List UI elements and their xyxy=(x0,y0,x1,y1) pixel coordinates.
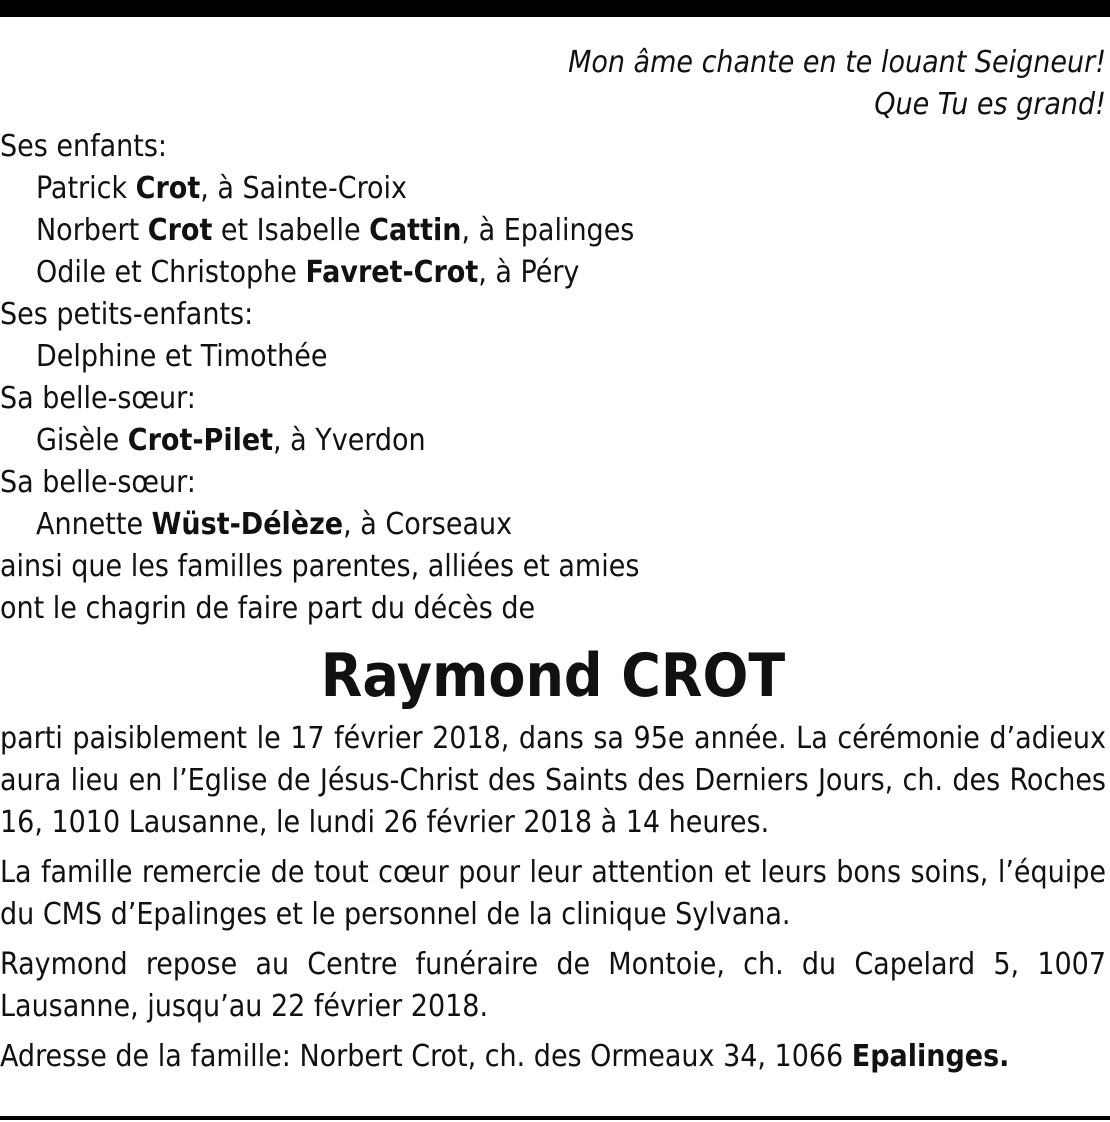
place: , à Péry xyxy=(478,255,580,290)
first-name: Odile et Christophe xyxy=(36,255,306,290)
surname: Crot-Pilet xyxy=(127,423,274,458)
deceased-name: Raymond CROT xyxy=(320,641,786,711)
families-line: ainsi que les familles parentes, alliées et amies xyxy=(0,549,640,584)
motto-line-2: Que Tu es grand! xyxy=(874,87,1106,122)
family-address xyxy=(0,1036,1106,1078)
surname: Crot xyxy=(147,213,213,248)
child-entry xyxy=(0,252,1106,294)
motto xyxy=(0,42,1106,126)
surname: Favret-Crot xyxy=(305,255,479,290)
first-name: Annette xyxy=(36,507,152,542)
surname: Wüst-Délèze xyxy=(151,507,344,542)
sister-in-law-entry xyxy=(0,420,1106,462)
grandchildren-heading: Ses petits-enfants: xyxy=(0,297,254,332)
first-name: Gisèle xyxy=(36,423,128,458)
partner-first-name: et Isabelle xyxy=(212,213,370,248)
thanks-paragraph: La famille remercie de tout cœur pour leur attention et leurs bons soins, l’équipe du CMS d’Epalinges et le personnel de la clinique Sylvana. xyxy=(0,855,1106,932)
partner-surname: Cattin xyxy=(369,213,462,248)
sister-in-law-entry xyxy=(0,504,1106,546)
child-entry xyxy=(0,168,1106,210)
first-name: Patrick xyxy=(36,171,136,206)
motto-line-1: Mon âme chante en te louant Seigneur! xyxy=(568,45,1106,80)
children-heading: Ses enfants: xyxy=(0,129,167,164)
obituary-notice xyxy=(0,42,1106,1078)
grandchildren-names: Delphine et Timothée xyxy=(36,339,328,374)
place: , à Sainte-Croix xyxy=(200,171,407,206)
rests-paragraph: Raymond repose au Centre funéraire de Montoie, ch. du Capelard 5, 1007 Lausanne, jusqu’au 22 février 2018. xyxy=(0,947,1106,1024)
first-name: Norbert xyxy=(36,213,148,248)
address-text: Adresse de la famille: Norbert Crot, ch. des Ormeaux 34, 1066 xyxy=(0,1039,852,1074)
address-town: Epalinges. xyxy=(851,1039,1010,1074)
sister-in-law-heading: Sa belle-sœur: xyxy=(0,381,196,416)
surname: Crot xyxy=(135,171,201,206)
announcement-line: ont le chagrin de faire part du décès de xyxy=(0,591,536,626)
place: , à Yverdon xyxy=(273,423,426,458)
ceremony-paragraph: parti paisiblement le 17 février 2018, dans sa 95e année. La cérémonie d’adieux aura lieu en l’Eglise de Jésus-Christ des Saints des Derniers Jours, ch. des Roches 16, 1010 Lausanne, le lundi 26 février 2018 à 14 heures. xyxy=(0,721,1106,840)
bottom-rule xyxy=(0,1116,1110,1120)
sister-in-law-heading: Sa belle-sœur: xyxy=(0,465,196,500)
place: , à Corseaux xyxy=(343,507,513,542)
place: , à Epalinges xyxy=(461,213,635,248)
top-rule xyxy=(0,0,1110,17)
child-entry xyxy=(0,210,1106,252)
